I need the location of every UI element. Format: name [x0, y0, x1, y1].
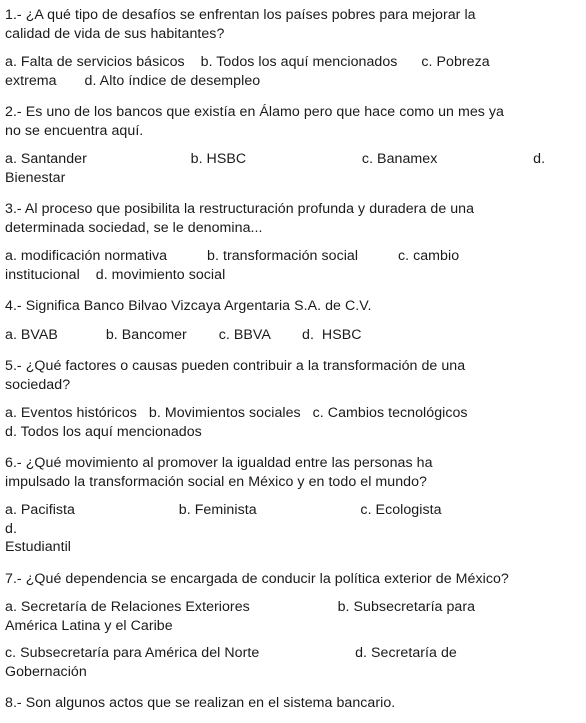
question-6-options: a. Pacifista b. Feminista c. Ecologista d. Estudiantil	[5, 502, 442, 555]
question-8-text: 8.- Son algunos actos que se realizan en el sistema bancario.	[5, 695, 396, 711]
question-2-text: 2.- Es uno de los bancos que existía en Álamo pero que hace como un mes ya no se encuentra aquí.	[5, 104, 504, 139]
question-7-options-ab: a. Secretaría de Relaciones Exteriores b. Subsecretaría para América Latina y el Caribe	[5, 599, 476, 634]
question-5-options: a. Eventos históricos b. Movimientos sociales c. Cambios tecnológicos d. Todos los aquí mencionados	[5, 405, 468, 440]
question-5-text: 5.- ¿Qué factores o causas pueden contribuir a la transformación de una sociedad?	[5, 358, 466, 393]
question-6-text: 6.- ¿Qué movimiento al promover la igualdad entre las personas ha impulsado la transformación social en México y en todo el mundo?	[5, 455, 433, 490]
question-7-options-cd: c. Subsecretaría para América del Norte d. Secretaría de Gobernación	[5, 645, 457, 680]
question-1-text: 1.- ¿A qué tipo de desafíos se enfrentan los países pobres para mejorar la calidad de vida de sus habitantes?	[5, 7, 476, 42]
question-4-options: a. BVAB b. Bancomer c. BBVA d. HSBC	[5, 326, 362, 343]
question-3-options: a. modificación normativa b. transformación social c. cambio institucional d. movimiento social	[5, 248, 460, 283]
question-7-text: 7.- ¿Qué dependencia se encargada de conducir la política exterior de México?	[5, 570, 509, 587]
question-3-text: 3.- Al proceso que posibilita la restructuración profunda y duradera de una determinada sociedad, se le denomina...	[5, 201, 475, 236]
question-1-options: a. Falta de servicios básicos b. Todos los aquí mencionados c. Pobreza extrema d. Alto índice de desempleo	[5, 54, 490, 89]
question-2-options: a. Santander b. HSBC c. Banamex d. Bienestar	[5, 151, 546, 186]
quiz-document	[5, 6, 581, 723]
question-4-text: 4.- Significa Banco Bilvao Vizcaya Argentaria S.A. de C.V.	[5, 298, 372, 314]
